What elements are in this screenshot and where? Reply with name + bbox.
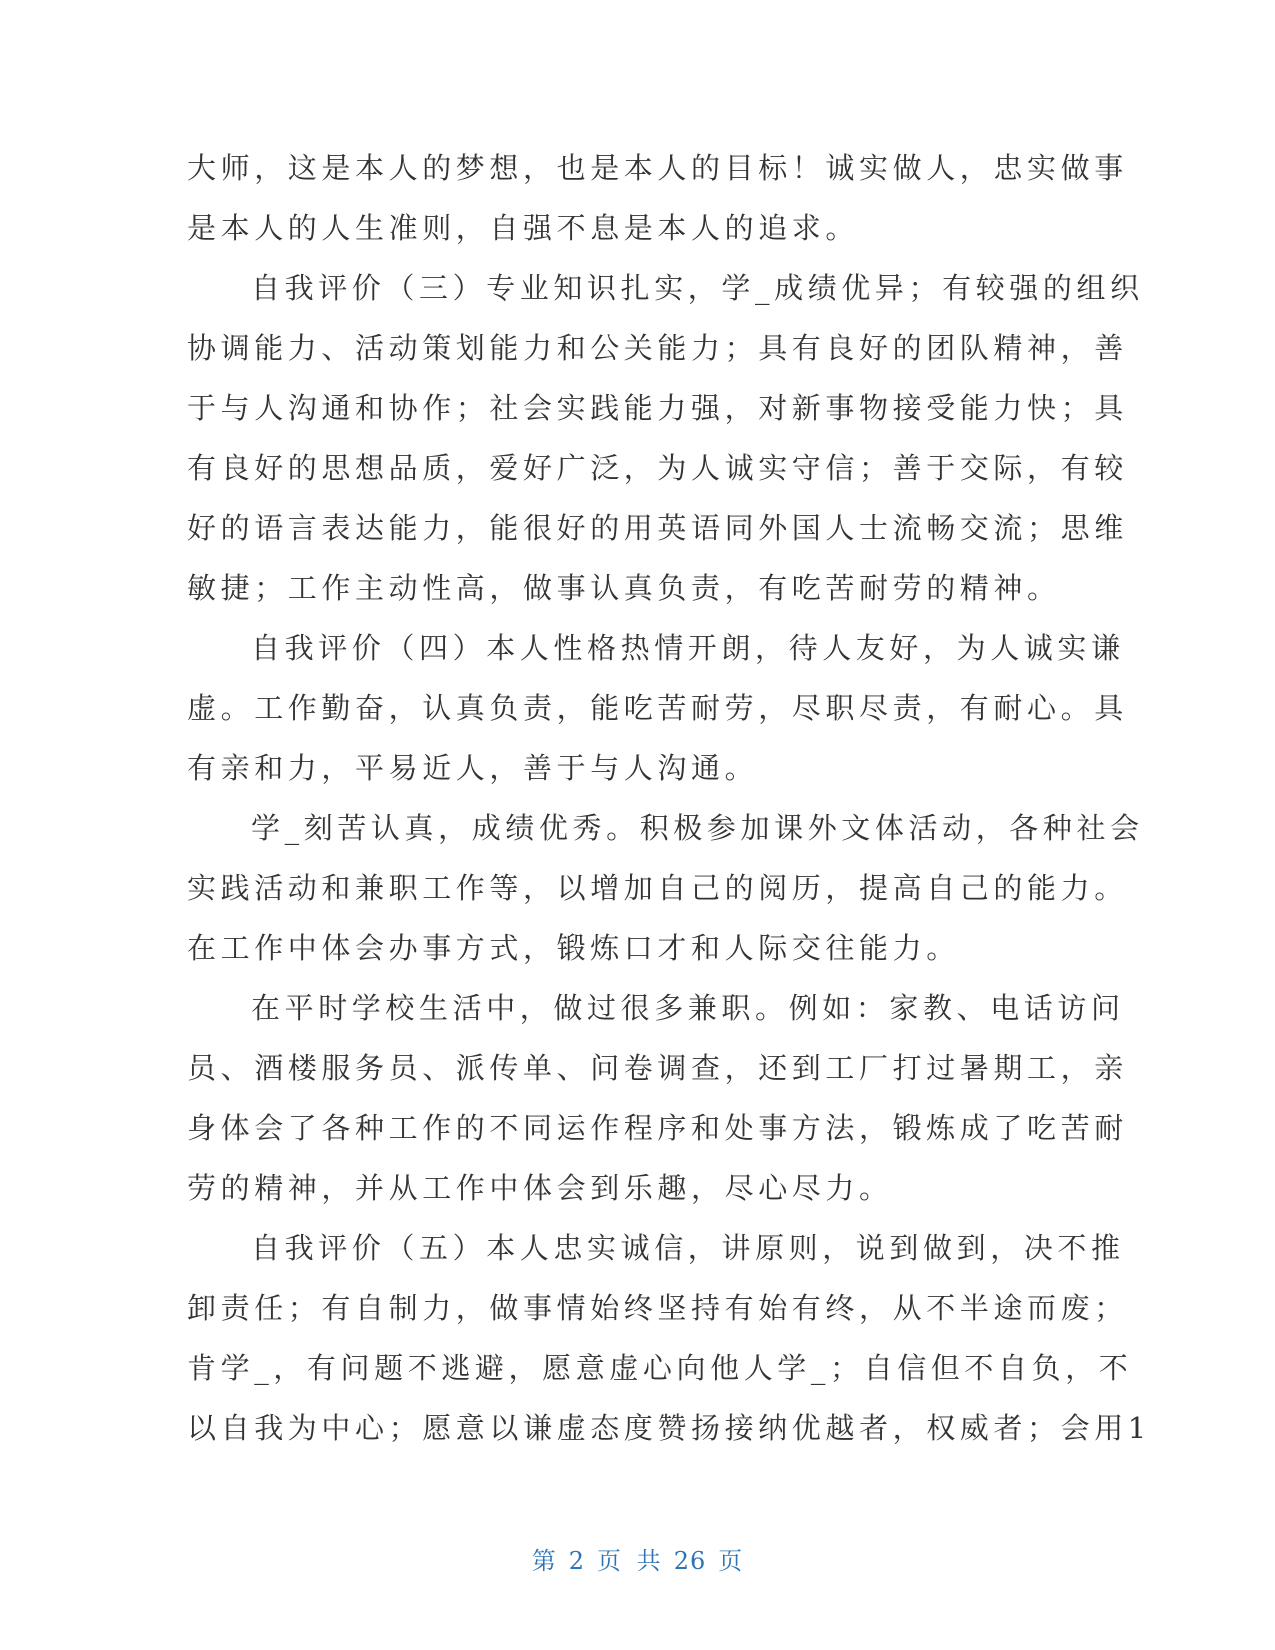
paragraph xyxy=(187,258,1144,618)
footer-total-pages: 26 xyxy=(673,1547,707,1575)
document-body xyxy=(187,138,1151,1458)
text-line: 有良好的思想品质，爱好广泛，为人诚实守信；善于交际，有较 xyxy=(187,451,1128,485)
footer-current-page: 2 xyxy=(568,1547,586,1575)
footer-prefix: 第 xyxy=(531,1547,557,1575)
text-line: 敏捷；工作主动性高，做事认真负责，有吃苦耐劳的精神。 xyxy=(187,571,1061,605)
text-line: 自我评价（四）本人性格热情开朗，待人友好，为人诚实谦 xyxy=(251,631,1125,665)
text-line: 在工作中体会办事方式，锻炼口才和人际交往能力。 xyxy=(187,931,960,965)
text-line: 学_刻苦认真，成绩优秀。积极参加课外文体活动，各种社会 xyxy=(251,811,1144,845)
text-line: 肯学_，有问题不逃避，愿意虚心向他人学_；自信但不自负，不 xyxy=(187,1351,1133,1385)
text-line: 卸责任；有自制力，做事情始终坚持有始有终，从不半途而废； xyxy=(187,1291,1128,1325)
text-line: 虚。工作勤奋，认真负责，能吃苦耐劳，尽职尽责，有耐心。具 xyxy=(187,691,1128,725)
footer-middle: 页 共 xyxy=(597,1547,662,1575)
page-footer xyxy=(0,1541,1275,1576)
text-line: 自我评价（五）本人忠实诚信，讲原则，说到做到，决不推 xyxy=(251,1231,1125,1265)
paragraph xyxy=(187,798,1144,978)
text-line: 协调能力、活动策划能力和公关能力；具有良好的团队精神，善 xyxy=(187,331,1128,365)
text-line: 实践活动和兼职工作等，以增加自己的阅历，提高自己的能力。 xyxy=(187,871,1128,905)
paragraph xyxy=(187,618,1128,798)
text-line: 以自我为中心；愿意以谦虚态度赞扬接纳优越者，权威者；会用1 xyxy=(187,1411,1151,1445)
paragraph xyxy=(187,138,1128,258)
text-line: 身体会了各种工作的不同运作程序和处事方法，锻炼成了吃苦耐 xyxy=(187,1111,1128,1145)
text-line: 自我评价（三）专业知识扎实，学_成绩优异；有较强的组织 xyxy=(251,271,1144,305)
paragraph xyxy=(187,978,1128,1218)
text-line: 劳的精神，并从工作中体会到乐趣，尽心尽力。 xyxy=(187,1171,893,1205)
text-line: 员、酒楼服务员、派传单、问卷调查，还到工厂打过暑期工，亲 xyxy=(187,1051,1128,1085)
text-line: 在平时学校生活中，做过很多兼职。例如：家教、电话访问 xyxy=(251,991,1125,1025)
text-line: 好的语言表达能力，能很好的用英语同外国人士流畅交流；思维 xyxy=(187,511,1128,545)
text-line: 是本人的人生准则，自强不息是本人的追求。 xyxy=(187,211,860,245)
text-line: 有亲和力，平易近人，善于与人沟通。 xyxy=(187,751,759,785)
text-line: 大师，这是本人的梦想，也是本人的目标！诚实做人，忠实做事 xyxy=(187,151,1128,185)
text-line: 于与人沟通和协作；社会实践能力强，对新事物接受能力快；具 xyxy=(187,391,1128,425)
paragraph xyxy=(187,1218,1151,1458)
footer-suffix: 页 xyxy=(718,1547,744,1575)
